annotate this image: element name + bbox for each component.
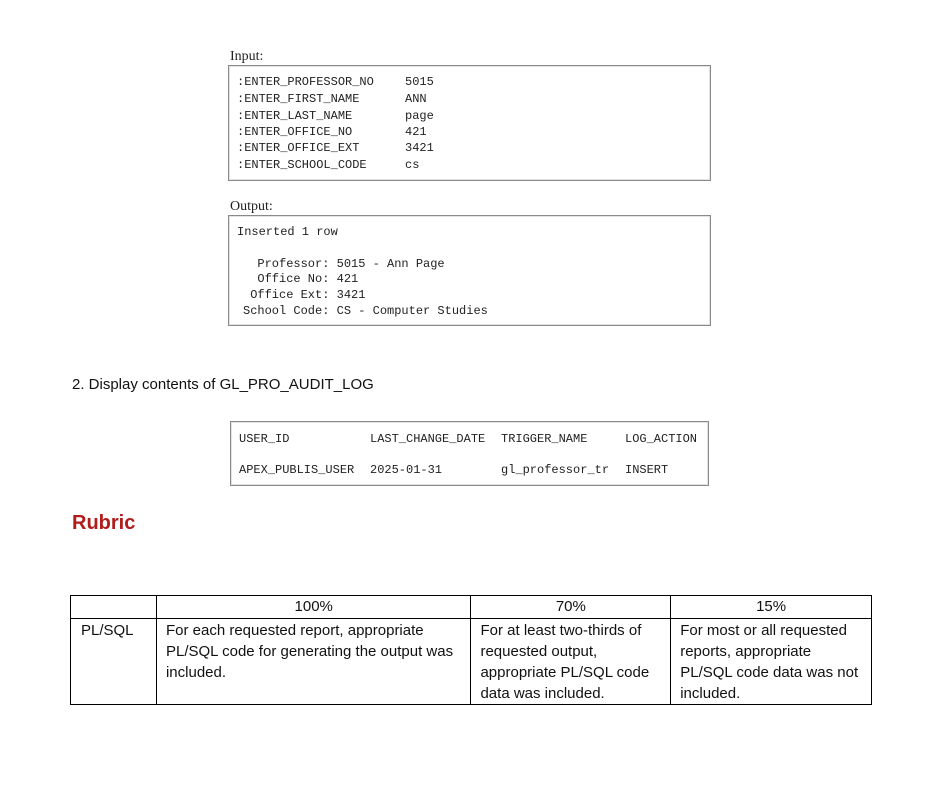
rubric-table <box>70 595 872 705</box>
input-value: 3421 <box>405 141 434 155</box>
rubric-header-row <box>71 596 872 619</box>
rubric-cell-15: For most or all requested reports, appropriate PL/SQL code data was not included. <box>671 619 872 705</box>
audit-cell: 2025-01-31 <box>370 463 443 477</box>
output-line: School Code: CS - Computer Studies <box>243 304 488 318</box>
output-line: Office Ext: 3421 <box>243 288 366 302</box>
input-value: page <box>405 109 434 123</box>
input-value: 421 <box>405 125 427 139</box>
input-var: :ENTER_OFFICE_EXT <box>237 141 360 155</box>
audit-header-cell: LOG_ACTION <box>625 432 698 446</box>
input-box <box>228 65 711 181</box>
output-line: Professor: 5015 - Ann Page <box>243 257 445 271</box>
rubric-header-cell <box>71 596 157 619</box>
input-var: :ENTER_LAST_NAME <box>237 109 353 123</box>
rubric-header-cell: 15% <box>671 596 872 619</box>
audit-table <box>230 421 709 486</box>
input-value: cs <box>405 158 420 172</box>
audit-cell: APEX_PUBLIS_USER <box>239 463 355 477</box>
rubric-cell-100: For each requested report, appropriate PL/SQL code for generating the output was included. <box>156 619 471 705</box>
rubric-header-cell: 70% <box>471 596 671 619</box>
output-box <box>228 215 711 326</box>
input-var: :ENTER_FIRST_NAME <box>237 92 360 106</box>
output-status: Inserted 1 row <box>237 225 338 239</box>
input-value: 5015 <box>405 75 434 89</box>
audit-cell: gl_professor_tr <box>501 463 610 477</box>
output-label: Output: <box>230 199 273 214</box>
audit-cell: INSERT <box>625 463 669 477</box>
audit-heading: 2. Display contents of GL_PRO_AUDIT_LOG <box>72 376 374 393</box>
input-var: :ENTER_SCHOOL_CODE <box>237 158 367 172</box>
audit-header-cell: LAST_CHANGE_DATE <box>370 432 486 446</box>
input-label: Input: <box>230 49 264 64</box>
rubric-criterion: PL/SQL <box>71 619 157 705</box>
audit-header-cell: TRIGGER_NAME <box>501 432 588 446</box>
rubric-header-cell: 100% <box>156 596 471 619</box>
rubric-row <box>71 619 872 705</box>
input-value: ANN <box>405 92 427 106</box>
audit-header-cell: USER_ID <box>239 432 290 446</box>
rubric-title: Rubric <box>72 512 136 534</box>
output-line: Office No: 421 <box>243 272 359 286</box>
input-var: :ENTER_PROFESSOR_NO <box>237 75 374 89</box>
rubric-cell-70: For at least two-thirds of requested output, appropriate PL/SQL code data was included. <box>471 619 671 705</box>
input-var: :ENTER_OFFICE_NO <box>237 125 353 139</box>
